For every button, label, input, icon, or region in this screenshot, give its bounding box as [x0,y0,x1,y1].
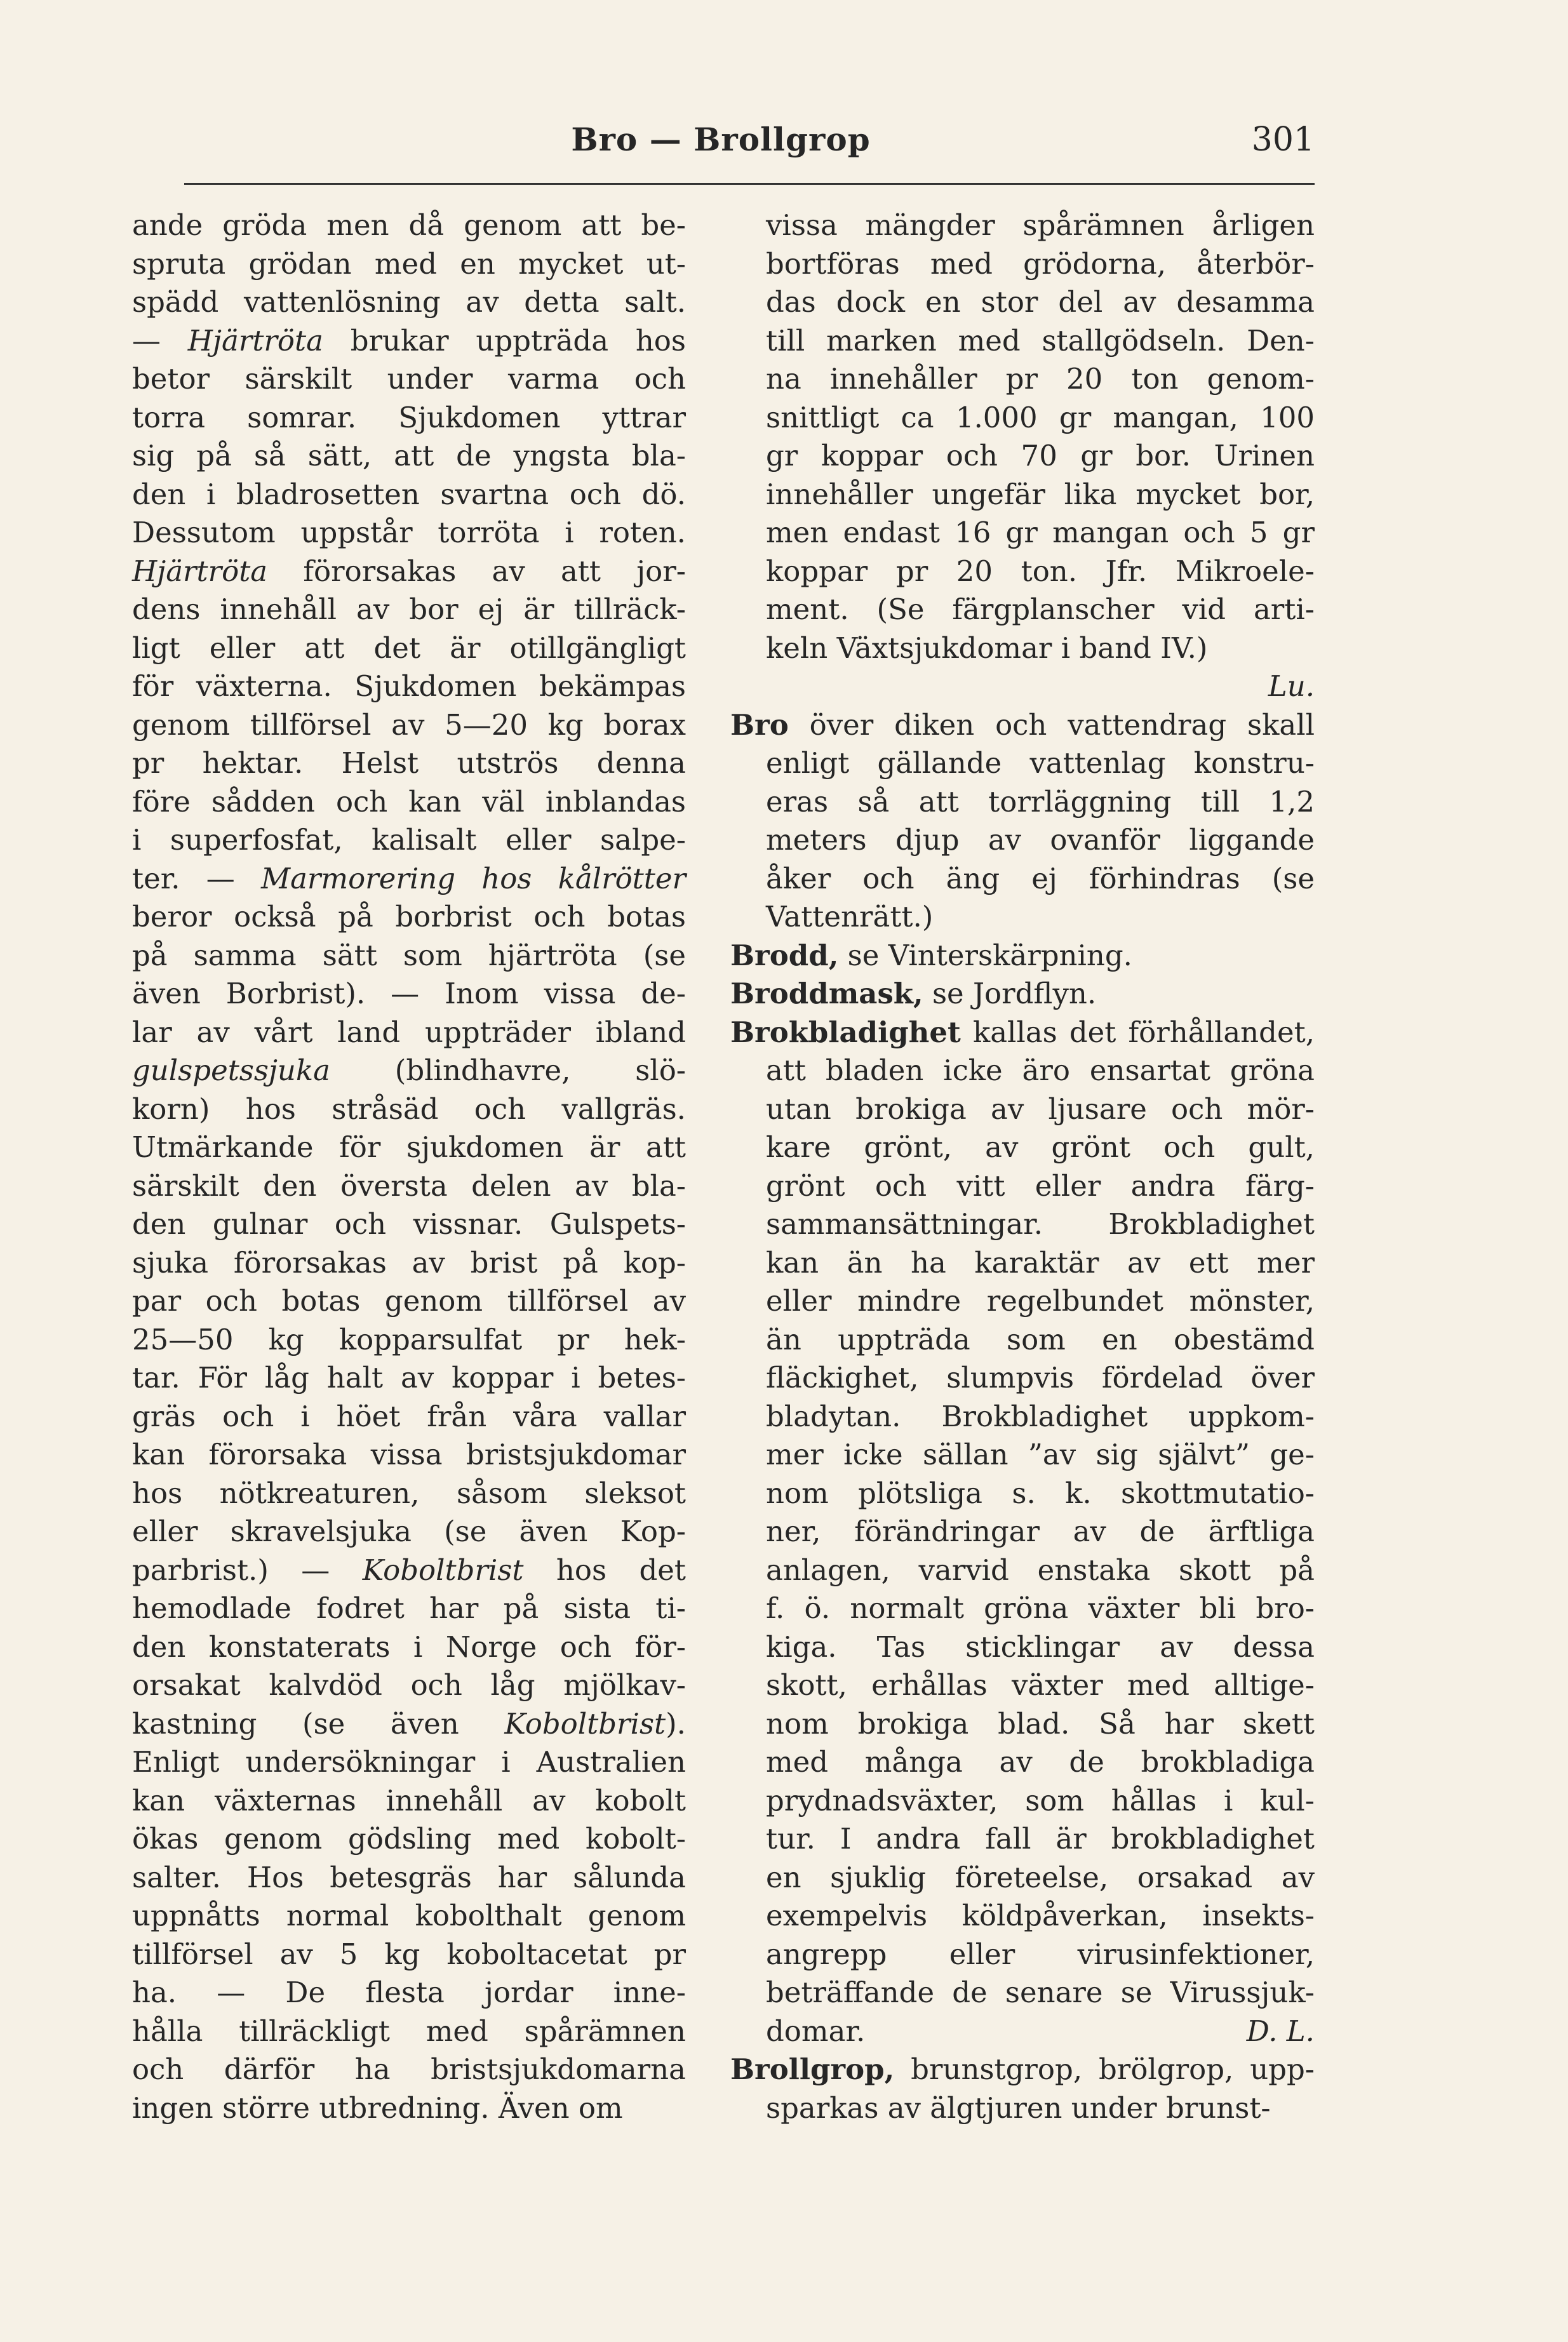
text-line: sig på så sätt, att de yngsta bla- [132,439,686,472]
text-line: nom brokiga blad. Så har skett [766,1706,1315,1741]
text-line: koppar pr 20 ton. Jfr. Mikroele- [766,554,1315,588]
entry-text: över diken och vattendrag skall [809,707,1315,742]
text-line: ande gröda men då genom att be- [132,208,686,242]
text-line: gr koppar och 70 gr bor. Urinen [766,439,1315,472]
text-line: fläckighet, slumpvis fördelad över [766,1361,1315,1395]
text-line: anlagen, varvid enstaka skott på [766,1553,1315,1587]
text-line: Utmärkande för sjukdomen är att [132,1130,686,1164]
text-line: kiga. Tas sticklingar av dessa [766,1629,1315,1664]
entry-headword: Brollgrop, [730,2052,895,2086]
entry-first-line [730,1014,1315,1052]
text-line: spädd vattenlösning av detta salt. [132,285,686,319]
text-line: gulspetssjuka (blindhavre, slö- [132,1054,686,1087]
text-line: nom plötsliga s. k. skottmutatio- [766,1476,1315,1510]
text-line: sammansättningar. Brokbladighet [766,1207,1315,1241]
text-line: prydnadsväxter, som hållas i kul- [766,1783,1315,1817]
text-line: kan förorsaka vissa bristsjukdomar [132,1438,686,1471]
text-line: orsakat kalvdöd och låg mjölkav- [132,1668,686,1702]
text-line: ner, förändringar av de ärftliga [766,1515,1315,1548]
text-line: exempelvis köldpåverkan, insekts- [766,1899,1315,1932]
text-line: med många av de brokbladiga [766,1745,1315,1779]
text-line: skott, erhållas växter med alltige- [766,1668,1315,1702]
text-line: kan än ha karaktär av ett mer [766,1245,1315,1280]
text-line [730,2012,1315,2051]
text-line: salter. Hos betesgräs har sålunda [132,1860,686,1894]
text-line: grönt och vitt eller andra färg- [766,1168,1315,1203]
author-signature: D. L. [1246,2014,1315,2048]
text-line: tar. För låg halt av koppar i betes- [132,1361,686,1395]
entry-headword: Bro [730,707,789,742]
text-line: das dock en stor del av desamma [766,285,1315,319]
text-line: beror också på borbrist och botas [132,900,686,933]
text-line: ökas genom gödsling med kobolt- [132,1822,686,1856]
text-line: åker och äng ej förhindras (se [766,861,1315,895]
text-line: den gulnar och vissnar. Gulspets- [132,1207,686,1241]
text-line: tillförsel av 5 kg koboltacetat pr [132,1937,686,1971]
text-line: — Hjärtröta brukar uppträda hos [132,323,686,358]
text-line: enligt gällande vattenlag konstru- [766,746,1315,780]
text-line: genom tillförsel av 5—20 kg borax [132,707,686,742]
text-line: keln Växtsjukdomar i band IV.) [766,631,1208,665]
text-line: torra somrar. Sjukdomen yttrar [132,400,686,434]
entry-text: kallas det förhållandet, [972,1015,1315,1049]
text-line: hålla tillräckligt med spårämnen [132,2014,686,2048]
text-line: ment. (Se färgplanscher vid arti- [766,592,1315,626]
text-line: utan brokiga av ljusare och mör- [766,1092,1315,1126]
entry-first-line [730,937,1315,975]
text-line: särskilt den översta delen av bla- [132,1168,686,1203]
text-line: kastning (se även Koboltbrist). [132,1706,686,1741]
author-signature-line [730,667,1315,706]
text-line: ingen större utbredning. Även om [132,2091,623,2125]
text-line: hos nötkreaturen, såsom sleksot [132,1476,686,1510]
text-line: till marken med stallgödseln. Den- [766,323,1315,358]
text-line: tur. I andra fall är brokbladighet [766,1822,1315,1856]
entry-text: domar. [766,2014,866,2048]
text-line: bortföras med grödorna, återbör- [766,246,1315,281]
text-line: i superfosfat, kalisalt eller salpe- [132,823,686,857]
text-line: ligt eller att det är otillgängligt [132,631,686,665]
text-line: men endast 16 gr mangan och 5 gr [766,516,1315,549]
text-line: en sjuklig företeelse, orsakad av [766,1860,1315,1894]
text-line: parbrist.) — Koboltbrist hos det [132,1553,686,1587]
text-line: spruta grödan med en mycket ut- [132,246,686,281]
text-line: lar av vårt land uppträder ibland [132,1015,686,1049]
entry-text: se Jordflyn. [932,977,1097,1010]
text-line: vissa mängder spårämnen årligen [766,208,1315,242]
right-column [730,206,1315,2127]
text-line: beträffande de senare se Virussjuk- [766,1976,1315,2009]
author-signature: Lu. [1268,669,1315,703]
left-column [132,206,686,2127]
text-line: eller mindre regelbundet mönster, [766,1284,1315,1318]
text-line: före sådden och kan väl inblandas [132,784,686,819]
header-rule [184,183,1315,185]
entry-headword: Brokbladighet [730,1015,961,1049]
page-header [127,121,1315,171]
text-line: dens innehåll av bor ej är tillräck- [132,592,686,626]
page-number: 301 [1251,121,1315,159]
entry-first-line [730,2051,1315,2089]
text-line: på samma sätt som hjärtröta (se [132,938,686,972]
text-line: uppnåtts normal kobolthalt genom [132,1899,686,1932]
text-line: sjuka förorsakas av brist på kop- [132,1245,686,1280]
entry-text: se Vinterskärpning. [847,938,1132,972]
text-line: att bladen icke äro ensartat gröna [766,1054,1315,1087]
text-line: Vattenrätt.) [766,900,934,933]
text-line: den konstaterats i Norge och för- [132,1629,686,1664]
text-line: bladytan. Brokbladighet uppkom- [766,1399,1315,1433]
text-line: hemodlade fodret har på sista ti- [132,1591,686,1625]
text-line: kare grönt, av grönt och gult, [766,1130,1315,1164]
text-line: eller skravelsjuka (se även Kop- [132,1515,686,1548]
entry-headword: Brodd, [730,938,839,972]
text-line: innehåller ungefär lika mycket bor, [766,477,1315,511]
text-line: ha. — De flesta jordar inne- [132,1976,686,2009]
text-line: än uppträda som en obestämd [766,1322,1315,1356]
entry-first-line [730,975,1315,1014]
text-line: angrepp eller virusinfektioner, [766,1937,1315,1971]
text-line: sparkas av älgtjuren under brunst- [766,2091,1271,2125]
text-line: betor särskilt under varma och [132,362,686,396]
text-line: Enligt undersökningar i Australien [132,1745,686,1779]
text-line: Dessutom uppstår torröta i roten. [132,516,686,549]
text-line: Hjärtröta förorsakas av att jor- [132,554,686,588]
text-line: korn) hos stråsäd och vallgräs. [132,1092,686,1126]
text-line: för växterna. Sjukdomen bekämpas [132,669,686,703]
text-line: f. ö. normalt gröna växter bli bro- [766,1591,1315,1625]
entry-first-line [730,706,1315,745]
entry-headword: Broddmask, [730,977,923,1010]
text-line: kan växternas innehåll av kobolt [132,1783,686,1817]
text-line: mer icke sällan ”av sig självt” ge- [766,1438,1315,1471]
text-line: ter. — Marmorering hos kålrötter [132,861,686,895]
entry-text: brunstgrop, brölgrop, upp- [911,2052,1315,2086]
text-line: den i bladrosetten svartna och dö. [132,477,686,511]
text-line: na innehåller pr 20 ton genom- [766,362,1315,396]
text-line: även Borbrist). — Inom vissa de- [132,977,686,1010]
text-line: meters djup av ovanför liggande [766,823,1315,857]
text-line: gräs och i höet från våra vallar [132,1399,686,1433]
text-line: och därför ha bristsjukdomarna [132,2052,686,2086]
text-line: snittligt ca 1.000 gr mangan, 100 [766,400,1315,434]
text-line: pr hektar. Helst utströs denna [132,746,686,780]
text-line: par och botas genom tillförsel av [132,1284,686,1318]
running-head: Bro — Brollgrop [571,121,871,158]
text-line: 25—50 kg kopparsulfat pr hek- [132,1322,686,1356]
text-line: eras så att torrläggning till 1,2 [766,784,1315,819]
